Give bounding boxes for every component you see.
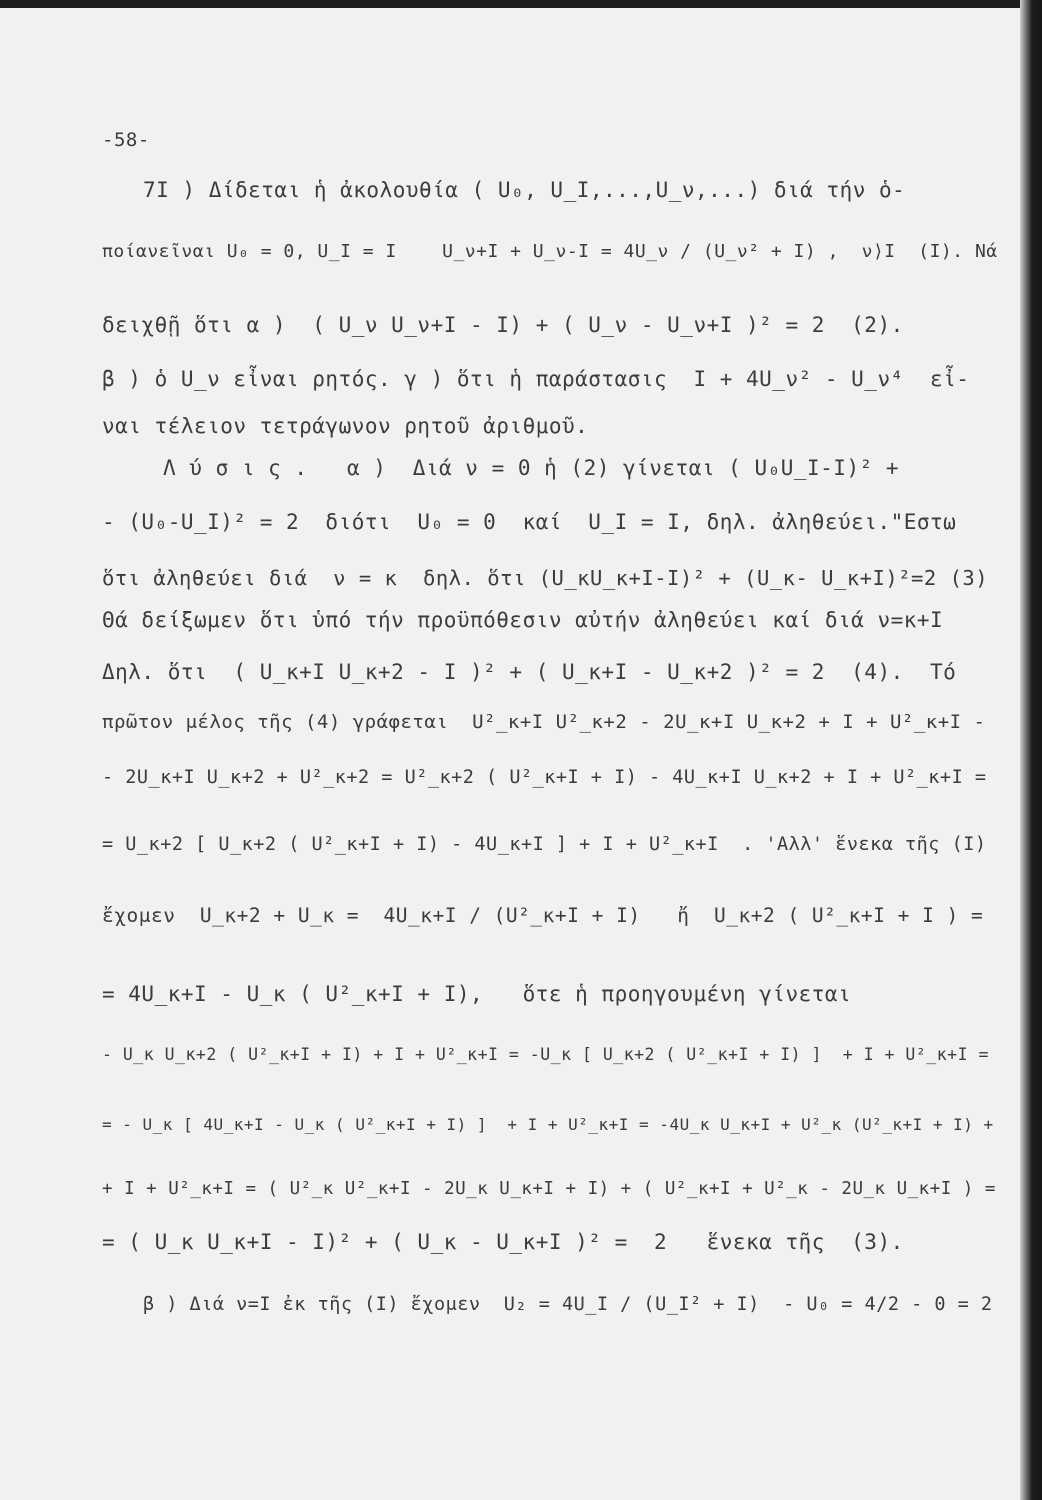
problem-statement-line: ποίανεῖναι U₀ = 0, U_I = I U_ν+I + U_ν-I = 4U_ν / (U_ν² + I) , ν⟩I (I). Νά [102, 241, 998, 262]
solution-line: Δηλ. ὅτι ( U_κ+I U_κ+2 - I )² + ( U_κ+I - U_κ+2 )² = 2 (4). Τό [102, 660, 957, 684]
solution-line: - 2U_κ+I U_κ+2 + U²_κ+2 = U²_κ+2 ( U²_κ+I + I) - 4U_κ+I U_κ+2 + I + U²_κ+I = [102, 767, 987, 788]
solution-line: πρῶτον μέλος τῆς (4) γράφεται U²_κ+I U²_κ+2 - 2U_κ+I U_κ+2 + I + U²_κ+I - [102, 711, 986, 733]
solution-line: ἔχομεν U_κ+2 + U_κ = 4U_κ+I / (U²_κ+I + I) ἤ U_κ+2 ( U²_κ+I + I ) = [102, 904, 984, 927]
solution-line: + I + U²_κ+I = ( U²_κ U²_κ+I - 2U_κ U_κ+I + I) + ( U²_κ+I + U²_κ - 2U_κ U_κ+I ) = [102, 1179, 996, 1199]
solution-line: - (U₀-U_I)² = 2 διότι U₀ = 0 καί U_I = I, δηλ. ἀληθεύει."Εστω [102, 510, 957, 534]
solution-line: = - U_κ [ 4U_κ+I - U_κ ( U²_κ+I + I) ] + I + U²_κ+I = -4U_κ U_κ+I + U²_κ (U²_κ+I + I) + [102, 1115, 994, 1134]
solution-line: = ( U_κ U_κ+I - I)² + ( U_κ - U_κ+I )² = 2 ἕνεκα τῆς (3). [102, 1230, 904, 1254]
solution-line: ὅτι ἀληθεύει διά ν = κ δηλ. ὅτι (U_κU_κ+I-I)² + (U_κ- U_κ+I)²=2 (3) [102, 566, 989, 590]
solution-line: = 4U_κ+I - U_κ ( U²_κ+I + I), ὅτε ἡ προηγουμένη γίνεται [102, 982, 852, 1006]
problem-statement-line: δειχθῇ ὅτι α ) ( U_ν U_ν+I - I) + ( U_ν - U_ν+I )² = 2 (2). [102, 313, 904, 337]
solution-line: Θά δείξωμεν ὅτι ὑπό τήν προϋπόθεσιν αὐτήν ἀληθεύει καί διά ν=κ+I [102, 608, 944, 632]
solution-line: - U_κ U_κ+2 ( U²_κ+I + I) + I + U²_κ+I = -U_κ [ U_κ+2 ( U²_κ+I + I) ] + I + U²_κ+I = [102, 1045, 989, 1064]
solution-line: = U_κ+2 [ U_κ+2 ( U²_κ+I + I) - 4U_κ+I ] + I + U²_κ+I . 'Αλλ' ἕνεκα τῆς (I) [102, 834, 987, 855]
problem-statement-line: β ) ὁ U_ν εἶναι ρητός. γ ) ὅτι ἡ παράστασις I + 4U_ν² - U_ν⁴ εἶ- [102, 367, 970, 391]
solution-line: β ) Διά ν=I ἐκ τῆς (I) ἔχομεν U₂ = 4U_I / (U_I² + I) - U₀ = 4/2 - 0 = 2 [143, 1294, 993, 1315]
page-binding-edge [1020, 0, 1042, 1500]
solution-heading-line: Λ ύ σ ι ς . α ) Διά ν = 0 ἡ (2) γίνεται ( U₀U_I-I)² + [163, 456, 900, 480]
page-number: -58- [102, 129, 150, 151]
problem-statement-line: ναι τέλειον τετράγωνον ρητοῦ ἀριθμοῦ. [102, 414, 589, 438]
problem-statement-line: 7I ) Δίδεται ἡ ἀκολουθία ( U₀, U_I,...,U_ν,...) διά τήν ὁ- [143, 178, 906, 202]
